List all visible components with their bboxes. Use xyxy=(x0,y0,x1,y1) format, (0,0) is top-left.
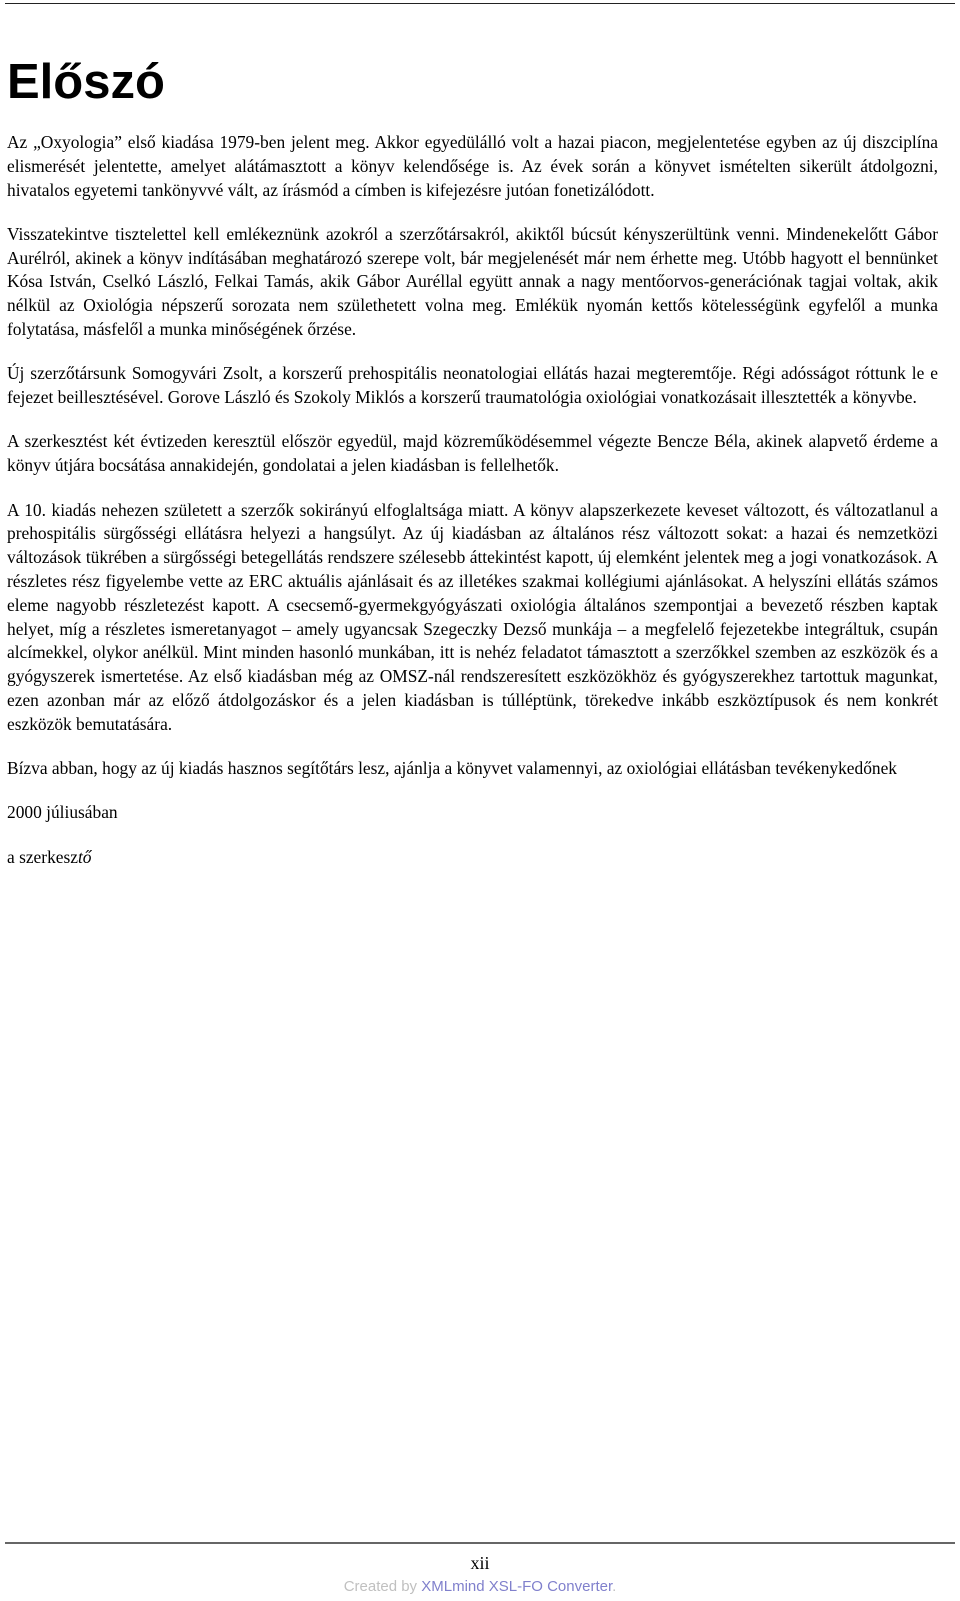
paragraph: Visszatekintve tisztelettel kell emlékeznünk azokról a szerzőtársakról, akiktől búcsút kényszerültünk venni. Mindenekelőtt Gábor Aurélról, akinek a könyv indításában meghatározó szerepe volt, bár megjelenését már nem érhette meg. Utóbb hagyott el bennünket Kósa István, Cselkó László, Felkai Tamás, akik Gábor Auréllal együtt annak a nagy mentőorvos-generációnak tagjai voltak, akik nélkül az Oxiológia népszerű sorozata nem születhetett volna meg. Emlékük nyomán kettős kötelességünk egyfelől a munka folytatása, másfelől a munka minőségének őrzése. xyxy=(7,223,938,340)
paragraph: Az „Oxyologia” első kiadása 1979-ben jelent meg. Akkor egyedülálló volt a hazai piacon, megjelentetése egyben az új diszciplína elismerését jelentette, amelyet alátámasztott a könyv kelendősége is. Az évek során a könyvet ismételten sikerült átdolgozni, hivatalos egyetemi tankönyvvé vált, az írásmód a címben is kifejezésre jutóan fonetizálódott. xyxy=(7,132,938,200)
signature-plain: a szerkesz xyxy=(7,846,78,867)
page-title: Előszó xyxy=(7,55,165,109)
credit-link[interactable]: XMLmind XSL-FO Converter xyxy=(421,1578,613,1595)
paragraph: Új szerzőtársunk Somogyvári Zsolt, a korszerű prehospitális neonatologiai ellátás hazai megteremtője. Régi adósságot róttunk le e fejezet beillesztésével. Gorove László és Szokoly Miklós a korszerű traumatológia oxiológiai vonatkozásait illesztették a könyvbe. xyxy=(7,363,938,408)
credit-suffix: . xyxy=(612,1578,617,1595)
footer-rule xyxy=(5,1542,955,1544)
converter-credit xyxy=(0,1578,960,1595)
signature-italic: tő xyxy=(77,846,92,867)
paragraph: A 10. kiadás nehezen született a szerzők sokirányú elfoglaltsága miatt. A könyv alapszerkezete keveset változott, és változatlanul a prehospitális sürgősségi ellátásra helyezi a hangsúlyt. Az új kiadásban az általános rész változott sokat: a hazai és nemzetközi változások tükrében a sürgősségi betegellátás rendszere szélesebb áttekintést kapott, új elemként jelentek meg a jogi vonatkozások. A részletes rész figyelembe vette az ERC aktuális ajánlásait és az illetékes szakmai kollégiumi ajánlásokat. A helyszíni ellátás számos eleme nagyobb részletezést kapott. A csecsemő-gyermekgyógyászati oxiológia általános szempontjai a bevezető részben kaptak helyet, míg a részletes ismeretanyagot – amely ugyancsak Szegeczky Dezső munkája – a megfelelő fejezetekbe integráltuk, csupán alcímekkel, olykor anélkül. Mint minden hasonló munkában, itt is nehéz feladatot támasztott a szerzőkkel szemben az eszközök és a gyógyszerek ismertetése. Az első kiadásban még az OMSZ-nál rendszeresített eszközökhöz és gyógyszerekhez tartottuk magunkat, ezen azonban már az előző átdolgozáskor és a jelen kiadásban is túlléptünk, törekedve inkább eszköztípusok és nem konkrét eszközök bemutatására. xyxy=(7,499,938,734)
header-rule xyxy=(5,3,955,4)
paragraph: Bízva abban, hogy az új kiadás hasznos segítőtárs lesz, ajánlja a könyvet valamennyi, az oxiológiai ellátásban tevékenykedőnek xyxy=(7,758,898,779)
paragraph: A szerkesztést két évtizeden keresztül először egyedül, majd közreműködésemmel végezte Bencze Béla, akinek alapvető érdeme a könyv útjára bocsátása annakidején, gondolatai a jelen kiadásban is fellelhetők. xyxy=(7,431,938,476)
document-body xyxy=(7,131,938,890)
signature xyxy=(7,846,938,870)
date-line: 2000 júliusában xyxy=(7,802,118,823)
page-number: xii xyxy=(470,1553,490,1573)
credit-prefix: Created by xyxy=(343,1578,422,1595)
